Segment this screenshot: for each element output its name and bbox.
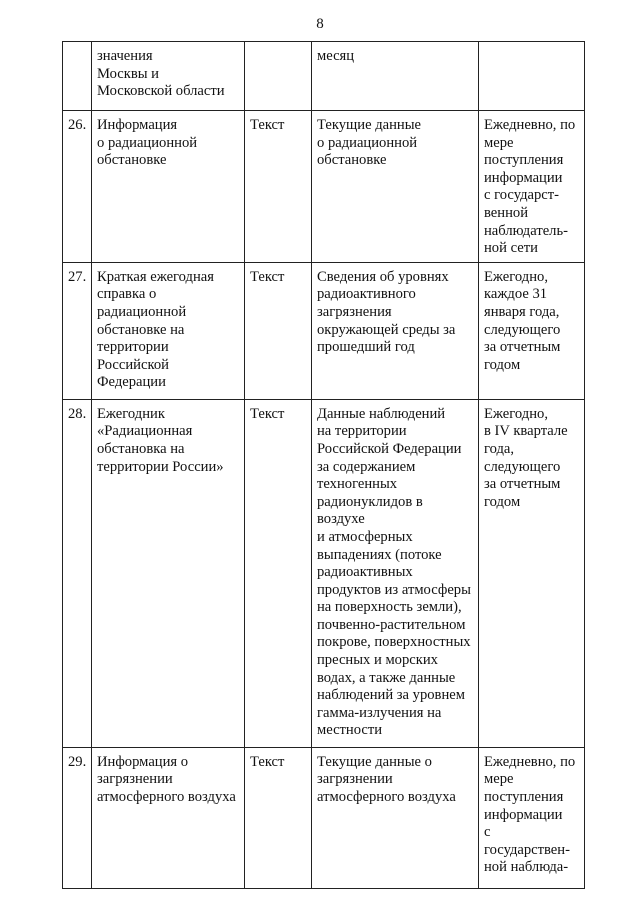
- info-period-cell: Ежегодно, каждое 31 января года, следующего за отчетным годом: [479, 262, 585, 399]
- info-form-cell: Текст: [245, 262, 312, 399]
- info-period-cell: Ежегодно, в IV квартале года, следующего за отчетным годом: [479, 399, 585, 747]
- table-row-continuation: [63, 42, 585, 111]
- info-name-cell: Информация о загрязнении атмосферного воздуха: [92, 747, 245, 888]
- info-form-cell: [245, 42, 312, 111]
- info-content-cell: Текущие данные о радиационной обстановке: [312, 111, 479, 263]
- page-number: 8: [316, 16, 324, 32]
- row-number-cell: 27.: [63, 262, 92, 399]
- table-row-28: [63, 399, 585, 747]
- info-content-cell: Данные наблюдений на территории Российской Федерации за содержанием техногенных радионуклидов в воздухе и атмосферных выпадениях (потоке радиоактивных продуктов из атмосферы на поверхность земли), почвенно-растительном покрове, поверхностных пресных и морских водах, а также данные наблюдений за уровнем гамма-излучения на местности: [312, 399, 479, 747]
- row-number-cell: 28.: [63, 399, 92, 747]
- info-period-cell: Ежедневно, по мере поступления информации с государствен- ной наблюда-: [479, 747, 585, 888]
- info-period-cell: Ежедневно, по мере поступления информации с государст- венной наблюдатель- ной сети: [479, 111, 585, 263]
- info-form-cell: Текст: [245, 747, 312, 888]
- info-content-cell: Сведения об уровнях радиоактивного загрязнения окружающей среды за прошедший год: [312, 262, 479, 399]
- info-name-cell: Ежегодник «Радиационная обстановка на территории России»: [92, 399, 245, 747]
- info-name-cell: Информация о радиационной обстановке: [92, 111, 245, 263]
- info-period-cell: [479, 42, 585, 111]
- table-row-26: [63, 111, 585, 263]
- table-row-27: [63, 262, 585, 399]
- row-number-cell: [63, 42, 92, 111]
- row-number-cell: 29.: [63, 747, 92, 888]
- info-content-cell: месяц: [312, 42, 479, 111]
- document-table: [62, 41, 585, 889]
- info-content-cell: Текущие данные о загрязнении атмосферного воздуха: [312, 747, 479, 888]
- table-row-29: [63, 747, 585, 888]
- info-name-cell: значения Москвы и Московской области: [92, 42, 245, 111]
- info-name-cell: Краткая ежегодная справка о радиационной обстановке на территории Российской Федерации: [92, 262, 245, 399]
- row-number-cell: 26.: [63, 111, 92, 263]
- info-form-cell: Текст: [245, 111, 312, 263]
- info-form-cell: Текст: [245, 399, 312, 747]
